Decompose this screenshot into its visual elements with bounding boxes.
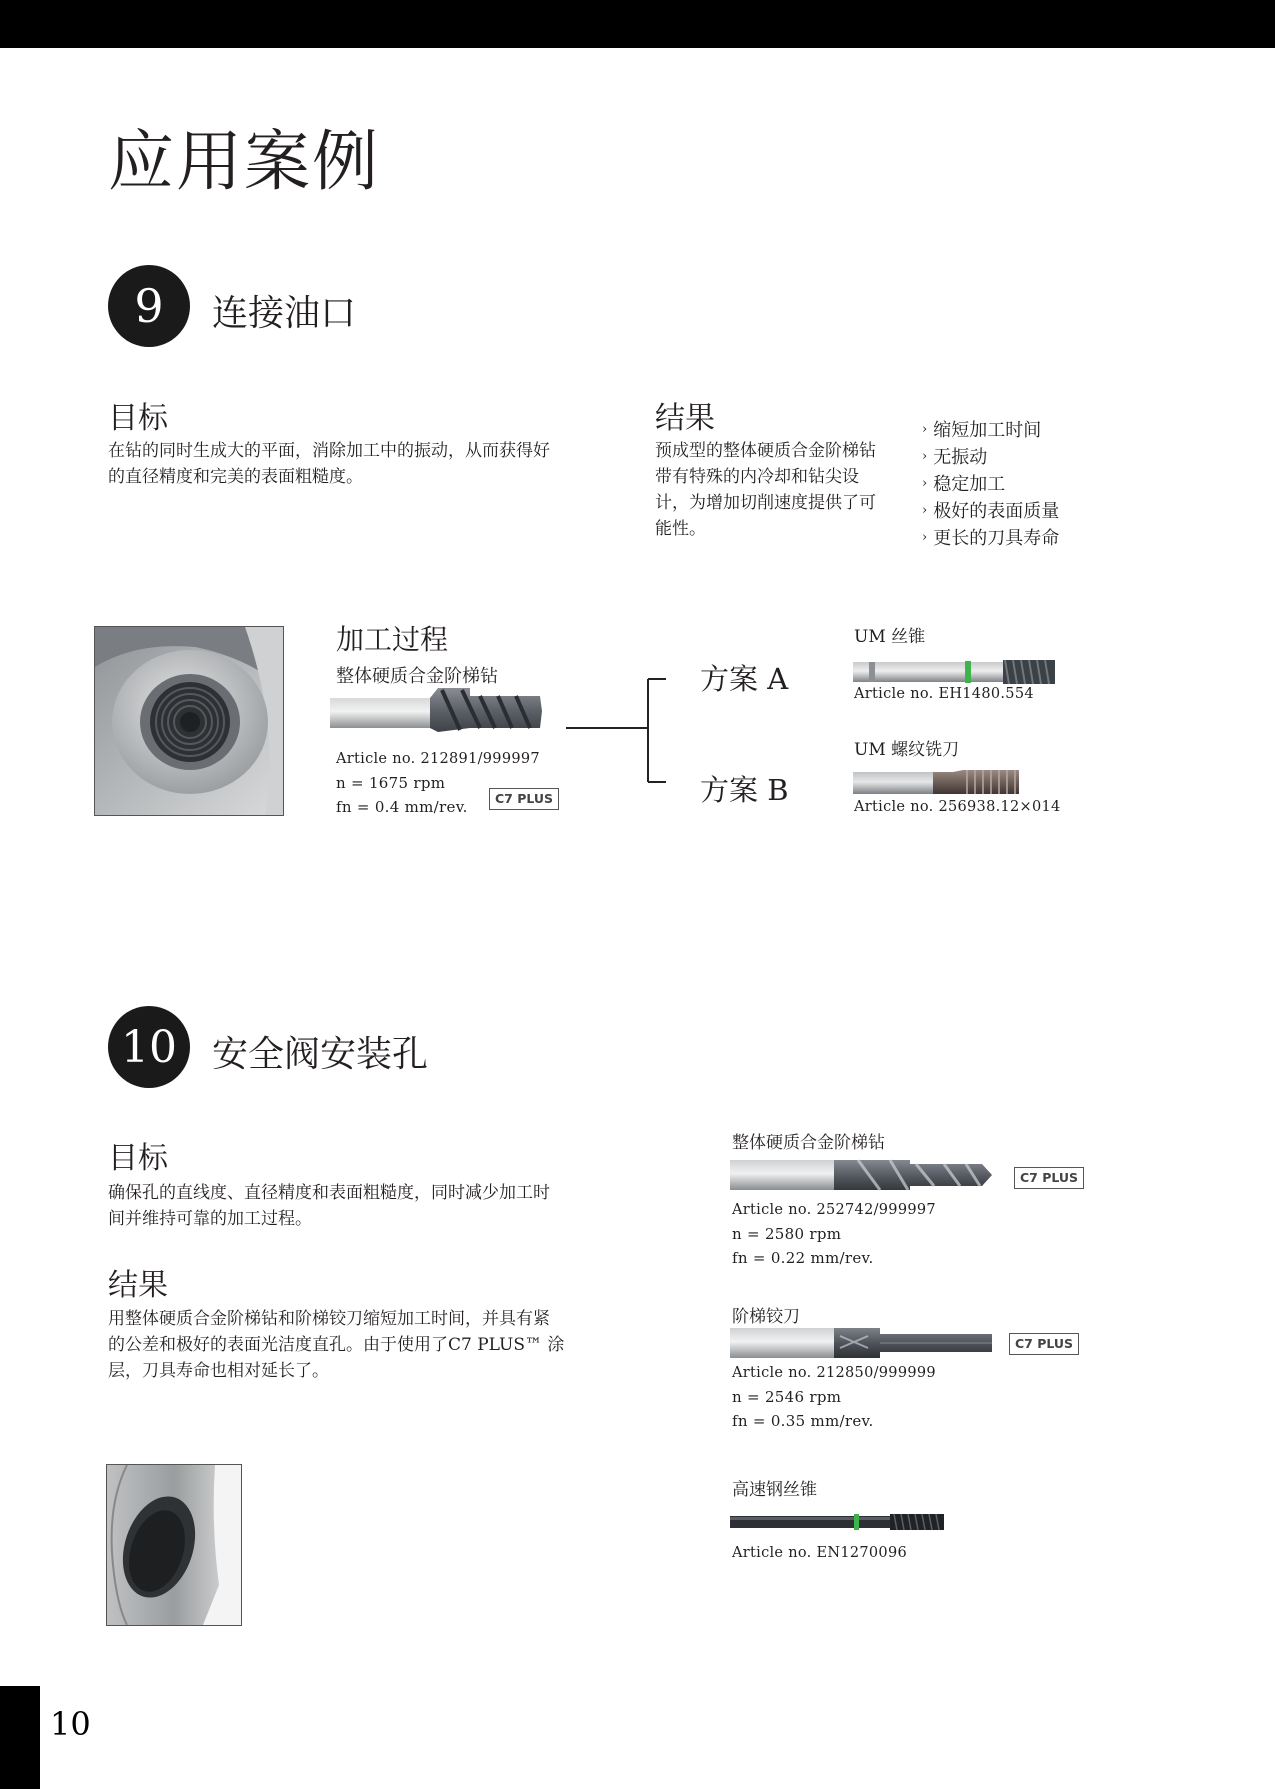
result-line: 用整体硬质合金阶梯钻和阶梯铰刀缩短加工时间，并具有紧: [108, 1309, 550, 1329]
option-a-article: Article no. EH1480.554: [854, 686, 1034, 702]
tool-1-specs: [732, 1198, 936, 1270]
section-10-goal-text: [108, 1180, 550, 1232]
section-9-title: 连接油口: [212, 293, 357, 334]
step-reamer-image: [730, 1326, 992, 1364]
option-a-tool-name: UM 丝锥: [854, 627, 926, 647]
page-number: 10: [50, 1705, 91, 1743]
section-9-benefit-list: [922, 418, 1059, 553]
process-feed: fn = 0.4 mm/rev.: [336, 798, 468, 816]
section-9-goal-heading: 目标: [108, 401, 168, 436]
tool-1-name: 整体硬质合金阶梯钻: [732, 1133, 885, 1153]
section-9-result-heading: 结果: [655, 401, 715, 436]
c7-plus-badge: C7 PLUS: [489, 788, 559, 810]
section-9-number-badge: [108, 265, 190, 347]
section-9-number: 9: [134, 279, 164, 333]
section-9-result-text: [655, 438, 876, 542]
option-b-article: Article no. 256938.12×014: [854, 799, 1061, 815]
section-10-result-heading: 结果: [108, 1268, 168, 1303]
goal-line: 间并维持可靠的加工过程。: [108, 1209, 312, 1229]
process-heading: 加工过程: [336, 623, 449, 656]
c7-plus-badge: C7 PLUS: [1014, 1167, 1084, 1189]
option-a-label: 方案 A: [700, 662, 789, 696]
valve-bore-workpiece-photo: [106, 1464, 242, 1626]
top-black-bar: [0, 0, 1275, 48]
benefit-item: › 极好的表面质量: [922, 499, 1059, 526]
goal-line: 的直径精度和完美的表面粗糙度。: [108, 467, 363, 487]
section-10-number: 10: [121, 1021, 177, 1073]
result-line: 层，刀具寿命也相对延长了。: [108, 1361, 329, 1381]
tool-1-speed: n = 2580 rpm: [732, 1225, 842, 1243]
section-9-goal-text: [108, 438, 550, 490]
benefit-item: › 稳定加工: [922, 472, 1059, 499]
tool-2-speed: n = 2546 rpm: [732, 1388, 842, 1406]
tool-2-feed: fn = 0.35 mm/rev.: [732, 1412, 874, 1430]
section-10-number-badge: [108, 1006, 190, 1088]
section-10-goal-heading: 目标: [108, 1141, 168, 1176]
process-tool-name: 整体硬质合金阶梯钻: [336, 666, 498, 687]
section-10-title: 安全阀安装孔: [212, 1034, 429, 1075]
benefit-item: › 更长的刀具寿命: [922, 526, 1059, 553]
benefit-item: › 缩短加工时间: [922, 418, 1059, 445]
goal-line: 在钻的同时生成大的平面，消除加工中的振动，从而获得好: [108, 441, 550, 461]
c7-plus-badge: C7 PLUS: [1009, 1333, 1079, 1355]
tool-1-feed: fn = 0.22 mm/rev.: [732, 1249, 874, 1267]
step-drill-image: [330, 686, 542, 740]
option-connector: [566, 662, 666, 790]
result-line: 预成型的整体硬质合金阶梯钻: [655, 441, 876, 461]
option-b-tool-name: UM 螺纹铣刀: [854, 740, 960, 760]
tool-2-article: Article no. 212850/999999: [732, 1365, 936, 1381]
benefit-item: › 无振动: [922, 445, 1059, 472]
section-10-result-text: [108, 1306, 564, 1384]
tool-2-name: 阶梯铰刀: [732, 1307, 800, 1327]
oil-port-workpiece-photo: [94, 626, 284, 816]
page-title: 应用案例: [108, 123, 380, 200]
step-drill-2-image: [730, 1158, 992, 1196]
hss-tap-image: [730, 1512, 944, 1536]
goal-line: 确保孔的直线度、直径精度和表面粗糙度，同时减少加工时: [108, 1183, 550, 1203]
page-tab: [0, 1686, 40, 1789]
tool-2-specs: [732, 1361, 936, 1433]
process-article: Article no. 212891/999997: [336, 751, 540, 767]
result-line: 计，为增加切削速度提供了可: [655, 493, 876, 513]
tool-3-name: 高速钢丝锥: [732, 1480, 817, 1500]
process-speed: n = 1675 rpm: [336, 774, 446, 792]
result-line: 的公差和极好的表面光洁度直孔。由于使用了C7 PLUS™ 涂: [108, 1335, 565, 1355]
tool-3-article: Article no. EN1270096: [732, 1545, 907, 1561]
result-line: 能性。: [655, 519, 706, 539]
tool-1-article: Article no. 252742/999997: [732, 1202, 936, 1218]
option-b-label: 方案 B: [700, 773, 789, 807]
result-line: 带有特殊的内冷却和钻尖设: [655, 467, 859, 487]
